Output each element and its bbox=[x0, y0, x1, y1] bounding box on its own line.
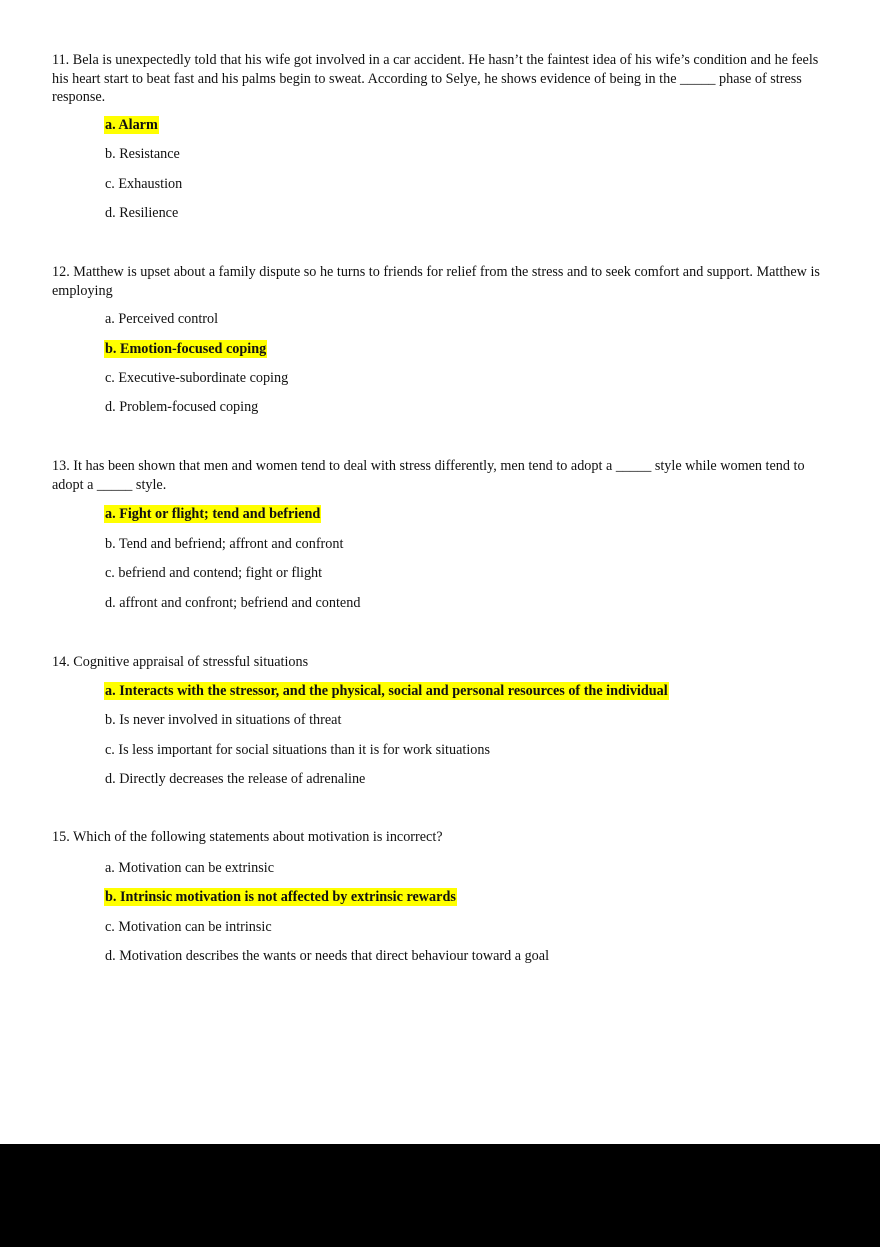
answer-label: c. Exhaustion bbox=[105, 176, 183, 192]
answer-option-b bbox=[104, 711, 342, 729]
answer-label: d. Directly decreases the release of adrenaline bbox=[105, 771, 366, 787]
answer-option-c bbox=[104, 369, 289, 387]
answer-option-b bbox=[104, 340, 267, 358]
answer-option-d bbox=[104, 594, 361, 612]
answer-label: b. Is never involved in situations of threat bbox=[105, 712, 342, 728]
answer-label: c. Is less important for social situations than it is for work situations bbox=[105, 742, 490, 758]
answer-option-a bbox=[104, 310, 219, 328]
answer-label: b. Emotion-focused coping bbox=[105, 341, 267, 357]
answer-label: d. Resilience bbox=[105, 205, 179, 221]
question-13 bbox=[52, 457, 822, 611]
question-15 bbox=[52, 828, 822, 964]
answer-label: d. Motivation describes the wants or needs that direct behaviour toward a goal bbox=[105, 948, 550, 964]
question-stem: 15. Which of the following statements about motivation is incorrect? bbox=[52, 829, 443, 845]
answer-label: d. Problem-focused coping bbox=[105, 399, 259, 415]
answer-option-d bbox=[104, 947, 550, 965]
answer-label: b. Intrinsic motivation is not affected by extrinsic rewards bbox=[105, 889, 456, 905]
question-stem: 11. Bela is unexpectedly told that his wife got involved in a car accident. He hasn’t the faintest idea of his wife’s condition and he feels his heart start to beat fast and his palms begin to sweat. According to Selye, he shows evidence of being in the _____ phase of stress response. bbox=[52, 52, 819, 106]
answer-label: c. befriend and contend; fight or flight bbox=[105, 565, 323, 581]
answer-label: a. Alarm bbox=[105, 117, 158, 133]
answer-option-c bbox=[104, 564, 323, 582]
answer-option-c bbox=[104, 175, 183, 193]
answer-option-b bbox=[104, 888, 457, 906]
answer-option-a bbox=[104, 505, 321, 523]
question-stem: 14. Cognitive appraisal of stressful situations bbox=[52, 654, 309, 670]
question-14 bbox=[52, 653, 822, 787]
answer-option-a bbox=[104, 116, 159, 134]
answer-option-a bbox=[104, 682, 669, 700]
answer-label: a. Interacts with the stressor, and the physical, social and personal resources of the individual bbox=[105, 683, 668, 699]
answer-option-a bbox=[104, 859, 275, 877]
answer-label: c. Executive-subordinate coping bbox=[105, 370, 289, 386]
answer-label: b. Tend and befriend; affront and confront bbox=[105, 536, 344, 552]
answer-option-d bbox=[104, 398, 259, 416]
question-stem: 12. Matthew is upset about a family dispute so he turns to friends for relief from the stress and to seek comfort and support. Matthew is employing bbox=[52, 264, 820, 299]
answer-option-c bbox=[104, 741, 491, 759]
answer-option-b bbox=[104, 535, 344, 553]
answer-label: a. Fight or flight; tend and befriend bbox=[105, 506, 321, 522]
answer-label: c. Motivation can be intrinsic bbox=[105, 919, 272, 935]
question-stem: 13. It has been shown that men and women tend to deal with stress differently, men tend to adopt a _____ style while women tend to adopt a _____ style. bbox=[52, 458, 805, 493]
question-12 bbox=[52, 263, 822, 415]
answer-option-d bbox=[104, 204, 179, 222]
answer-label: a. Motivation can be extrinsic bbox=[105, 860, 275, 876]
answer-option-d bbox=[104, 770, 366, 788]
answer-label: d. affront and confront; befriend and contend bbox=[105, 595, 361, 611]
answer-option-b bbox=[104, 145, 181, 163]
answer-option-c bbox=[104, 918, 273, 936]
answer-label: a. Perceived control bbox=[105, 311, 219, 327]
answer-label: b. Resistance bbox=[105, 146, 180, 162]
question-11 bbox=[52, 51, 822, 221]
